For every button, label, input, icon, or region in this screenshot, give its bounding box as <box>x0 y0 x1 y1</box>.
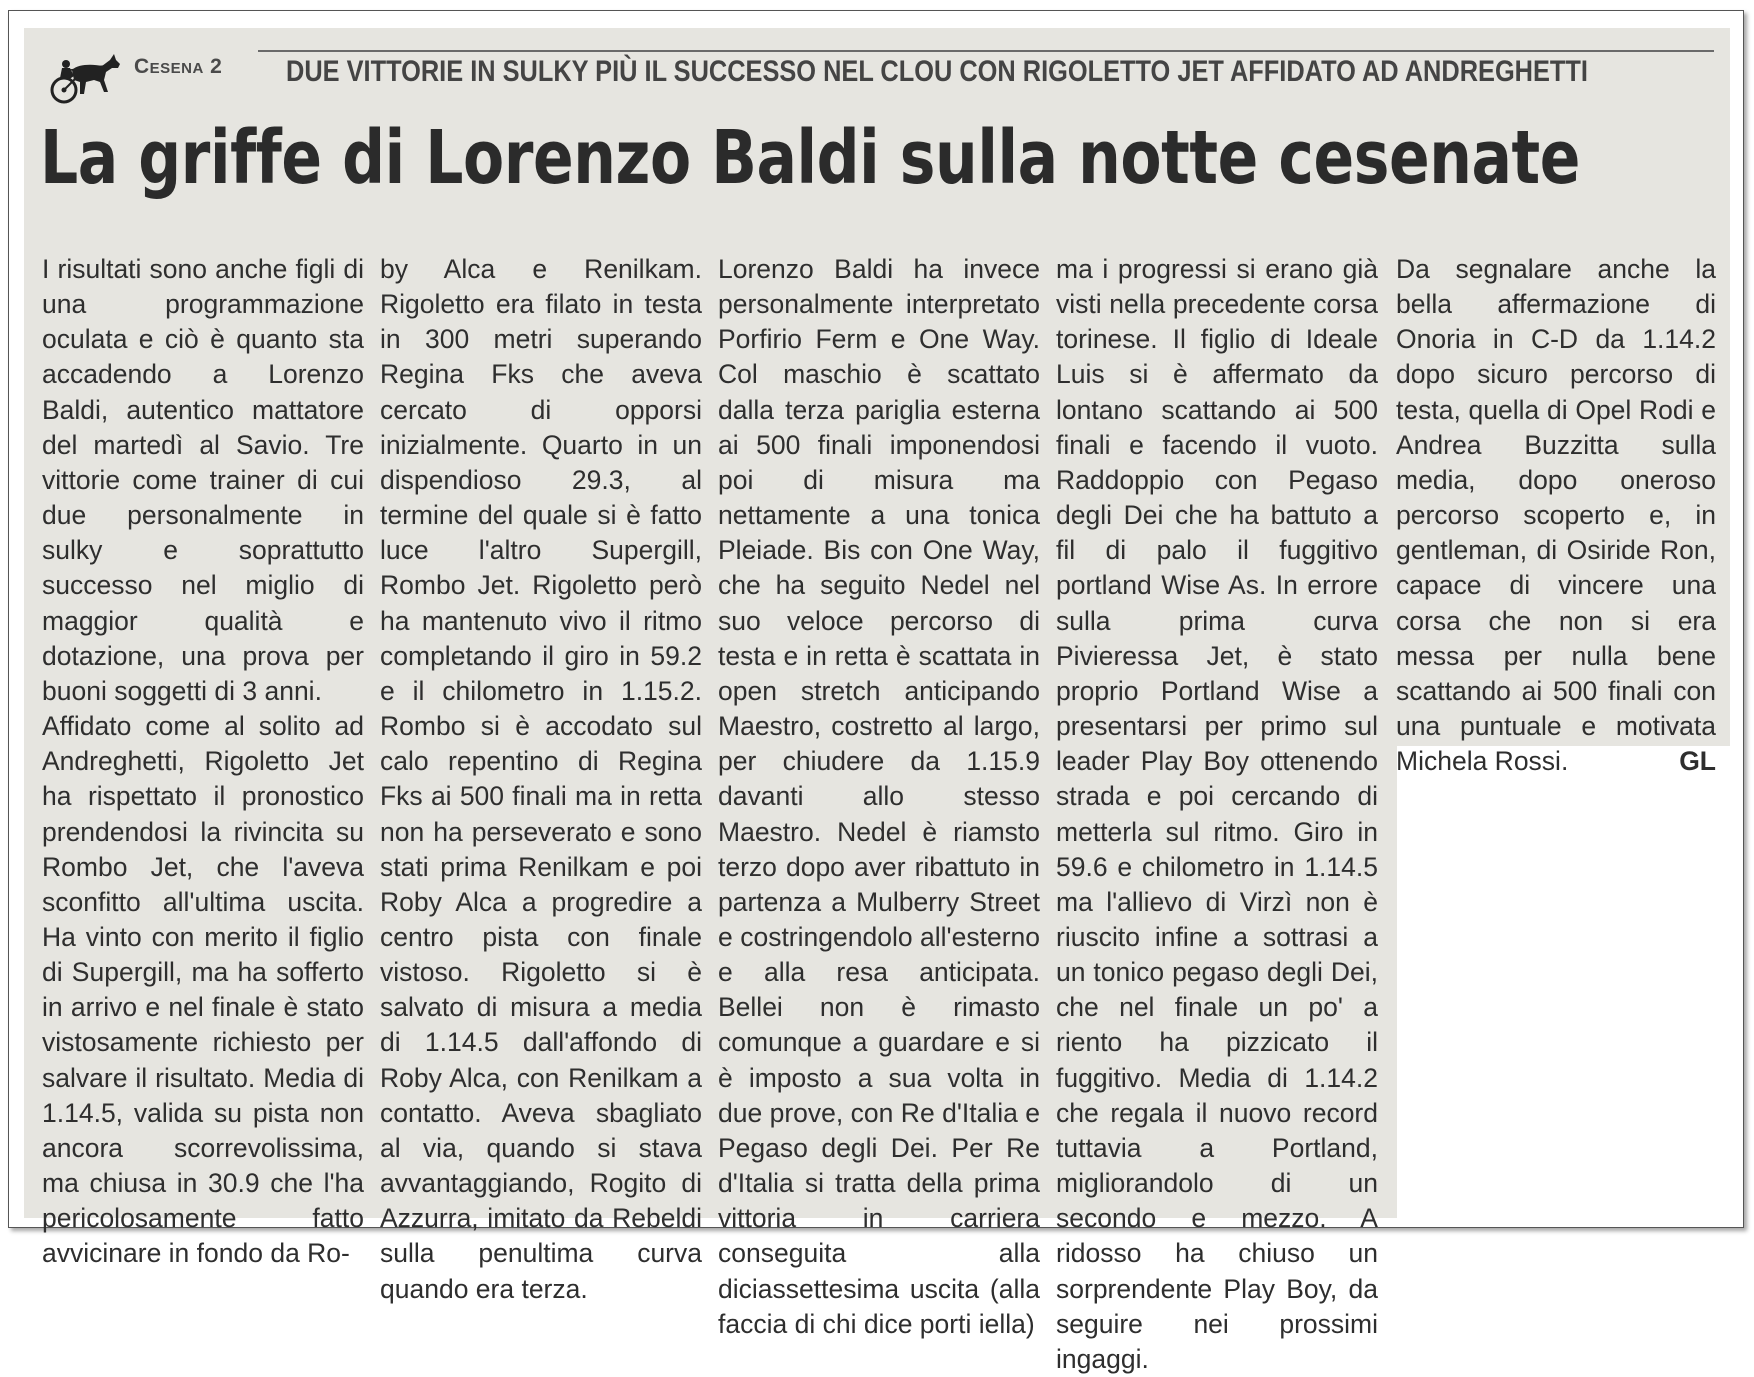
article-paragraph: ma i progressi si erano già visti nella precedente corsa torinese. Il figlio di Ideale Luis si è affermato da lontano scattando ai 500 finali e facendo il vuoto. Raddoppio con Pegaso degli Dei che ha battuto a fil di palo il fuggitivo portland Wise As. In errore sulla prima curva Pivieressa Jet, è stato proprio Portland Wise a presentarsi per primo sul leader Play Boy ottenendo strada e poi cercando di metterla sul ritmo. Giro in 59.6 e chilometro in 1.14.5 ma l'allievo di Virzì non è riuscito infine a sottrasi a un tonico pegaso degli Dei, che nel finale un po' a riento ha pizzicato il fuggitivo. Media di 1.14.2 che regala il nuovo record tuttavia a Portland, migliorandolo di un secondo e mezzo. A ridosso ha chiuso un sorprendente Play Boy, da seguire nei prossimi ingaggi. <box>1056 254 1378 1374</box>
article-paragraph: Affidato come al solito ad Andreghetti, Rigoletto Jet ha rispettato il pronostico prendendosi la rivincita su Rombo Jet, che l'aveva sconfitto all'ultima uscita. Ha vinto con merito il figlio di Supergill, ma ha sofferto in arrivo e nel finale è stato vistosamente richiesto per salvare il risultato. Media di 1.14.5, valida su pista non ancora scorrevolissima, ma chiusa in 30.9 che l'ha pericolosamente fatto avvicinare in fondo da Ro- <box>42 711 364 1269</box>
sulky-horse-icon <box>44 50 126 106</box>
blank-area <box>1397 746 1730 1218</box>
article-paragraph <box>1396 252 1716 779</box>
headline: La griffe di Lorenzo Baldi sulla notte cesenate <box>40 115 1581 201</box>
article-column-4 <box>1056 252 1378 1377</box>
article-column-2 <box>380 252 702 1307</box>
kicker: DUE VITTORIE IN SULKY PIÙ IL SUCCESSO NEL CLOU CON RIGOLETTO JET AFFIDATO AD ANDREGHETTI <box>286 55 1588 88</box>
section-label: Cesena 2 <box>134 55 223 78</box>
article-paragraph-text: Da segnalare anche la bella affermazione di Onoria in C-D da 1.14.2 dopo sicuro percorso di testa, quella di Opel Rodi e Andrea Buzzitta sulla media, dopo oneroso percorso scoperto e, in gentleman, di Osiride Ron, capace di vincere una corsa che non si era messa per nulla bene scattando ai 500 finali con una puntuale e motivata Michela Rossi. <box>1396 254 1716 777</box>
article-paragraph: Lorenzo Baldi ha invece personalmente interpretato Porfirio Ferm e One Way. Col maschio è scattato dalla terza pariglia esterna ai 500 finali imponendosi poi di misura ma nettamente a una tonica Pleiade. Bis con One Way, che ha seguito Nedel nel suo veloce percorso di testa e in retta è scattata in open stretch anticipando Maestro, costretto al largo, per chiudere da 1.15.9 davanti allo stesso Maestro. Nedel è riamsto terzo dopo aver ribattuto in partenza a Mulberry Street e costringendolo all'esterno e alla resa anticipata. Bellei non è rimasto comunque a guardare e si è imposto a sua volta in due prove, con Re d'Italia e Pegaso degli Dei. Per Re d'Italia si tratta della prima vittoria in carriera conseguita alla diciassettesima uscita (alla faccia di chi dice porti iella) <box>718 254 1040 1339</box>
article-paragraph: I risultati sono anche figli di una programmazione oculata e ciò è quanto sta accadendo a Lorenzo Baldi, autentico mattatore del martedì al Savio. Tre vittorie come trainer di cui due personalmente in sulky e soprattutto successo nel miglio di maggior qualità e dotazione, una prova per buoni soggetti di 3 anni. <box>42 254 364 706</box>
author-signature: GL <box>1679 746 1716 777</box>
article-column-5 <box>1396 252 1716 779</box>
article-column-3 <box>718 252 1040 1342</box>
article-column-1 <box>42 252 364 1272</box>
article-paragraph: by Alca e Renilkam. Rigoletto era filato in testa in 300 metri superando Regina Fks che aveva cercato di opporsi inizialmente. Quarto in un dispendioso 29.3, al termine del quale si è fatto luce l'altro Supergill, Rombo Jet. Rigoletto però ha mantenuto vivo il ritmo completando il giro in 59.2 e il chilometro in 1.15.2. Rombo si è accodato sul calo repentino di Regina Fks ai 500 finali ma in retta non ha perseverato e sono stati prima Renilkam e poi Roby Alca a progredire a centro pista con finale vistoso. Rigoletto si è salvato di misura a media di 1.14.5 dall'affondo di Roby Alca, con Renilkam a contatto. Aveva sbagliato al via, quando si stava avvantaggiando, Rogito di Azzurra, imitato da Rebeldi sulla penultima curva quando era terza. <box>380 254 702 1304</box>
